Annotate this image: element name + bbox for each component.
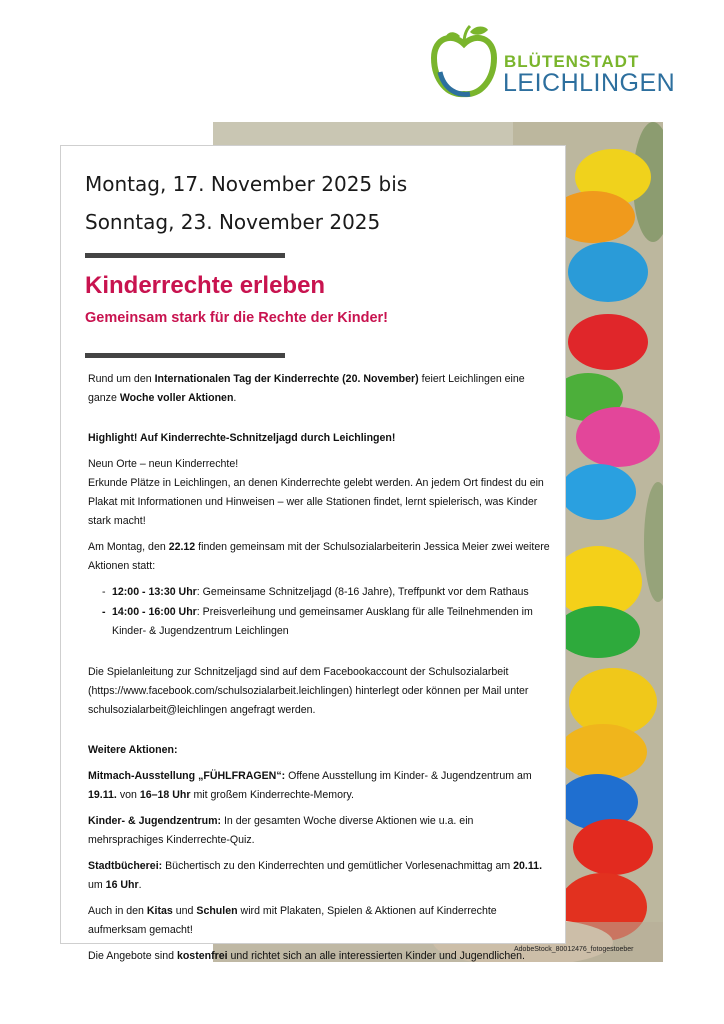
apple-logo-icon bbox=[430, 24, 498, 100]
list-item: - 12:00 - 13:30 Uhr: Gemeinsame Schnitzeljagd (8-16 Jahre), Treffpunkt vor dem Rathaus bbox=[102, 586, 529, 598]
date-line-1: Montag, 17. November 2025 bis bbox=[85, 172, 408, 196]
action-library: Stadtbücherei: Büchertisch zu den Kinderrechten und gemütlicher Vorlesenachmittag am 20.11. um 16 Uhr. bbox=[88, 860, 543, 891]
divider-top bbox=[85, 253, 285, 258]
action-youth-center: Kinder- & Jugendzentrum: In der gesamten Woche diverse Aktionen wie u.a. ein mehrsprachiges Kinderrechte-Quiz. bbox=[88, 815, 474, 846]
info-card bbox=[60, 145, 566, 962]
photo-credit: AdobeStock_80012476_fotogestoeber bbox=[514, 946, 634, 953]
page-subtitle: Gemeinsam stark für die Rechte der Kinder! bbox=[85, 310, 388, 326]
free-offer-paragraph: Die Angebote sind kostenfrei und richtet sich an alle interessierten Kinder und Jugendlichen. bbox=[88, 950, 525, 962]
highlight-heading: Highlight! Auf Kinderrechte-Schnitzeljagd durch Leichlingen! bbox=[88, 432, 396, 444]
action-exhibition: Mitmach-Ausstellung „FÜHLFRAGEN“: Offene Ausstellung im Kinder- & Jugendzentrum am 19.11. von 16–18 Uhr mit großem Kinderrechte-Memory. bbox=[88, 770, 532, 801]
monday-activity-list bbox=[88, 583, 550, 641]
logo-line-1: BLÜTENSTADT bbox=[504, 52, 640, 71]
divider-bottom bbox=[85, 353, 285, 358]
body-text bbox=[88, 370, 550, 973]
page-title: Kinderrechte erleben bbox=[85, 272, 326, 299]
action-schools: Auch in den Kitas und Schulen wird mit Plakaten, Spielen & Aktionen auf Kinderrechte aufmerksam gemacht! bbox=[88, 905, 497, 936]
instructions-paragraph: Die Spielanleitung zur Schnitzeljagd sind auf dem Facebookaccount der Schulsozialarbeit (https://www.facebook.com/schulsozialarbeit.leichlingen) hinterlegt oder können per Mail unter schulsozialarbeit@leichlingen angefragt werden. bbox=[88, 666, 529, 716]
intro-paragraph: Rund um den Internationalen Tag der Kinderrechte (20. November) feiert Leichlingen eine ganze Woche voller Aktionen. bbox=[88, 373, 525, 404]
city-logo bbox=[430, 24, 676, 102]
highlight-paragraph: Neun Orte – neun Kinderrechte! Erkunde Plätze in Leichlingen, an denen Kinderrechte gelebt werden. An jedem Ort findest du ein Plakat mit Informationen und Hinweisen – wer alle Stationen findet, lernt spielerisch, was Kinder stark macht! bbox=[88, 458, 544, 527]
date-line-2: Sonntag, 23. November 2025 bbox=[85, 210, 381, 234]
more-heading: Weitere Aktionen: bbox=[88, 744, 178, 756]
monday-paragraph: Am Montag, den 22.12 finden gemeinsam mit der Schulsozialarbeiterin Jessica Meier zwei weitere Aktionen statt: bbox=[88, 541, 550, 572]
logo-line-2: LEICHLINGEN bbox=[503, 69, 676, 97]
list-item: - 14:00 - 16:00 Uhr: Preisverleihung und gemeinsamer Ausklang für alle Teilnehmenden im Kinder- & Jugendzentrum Leichlingen bbox=[102, 606, 533, 637]
